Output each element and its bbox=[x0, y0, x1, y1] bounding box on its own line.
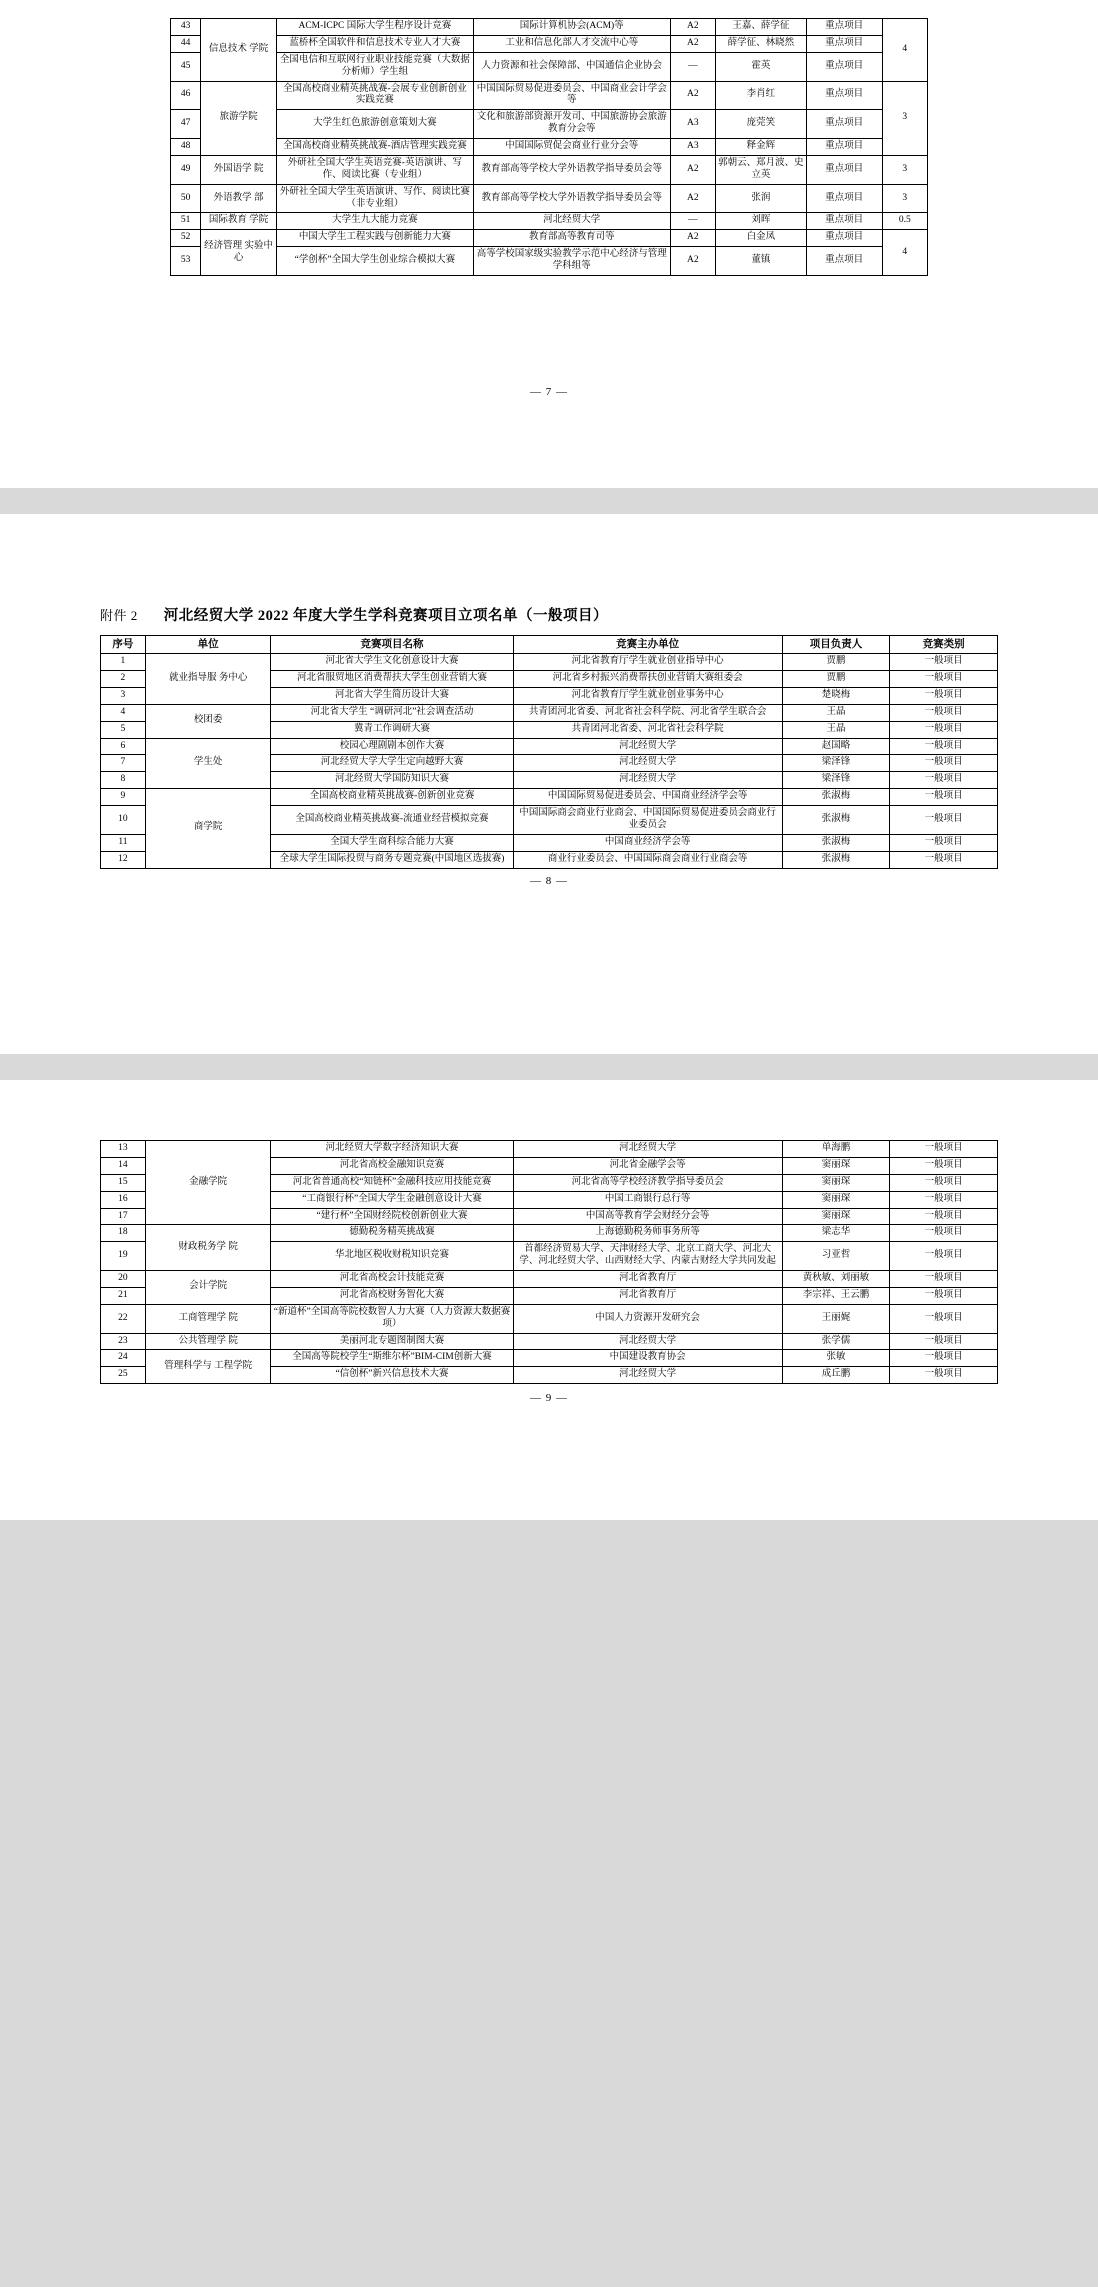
table-cell: 10 bbox=[101, 806, 146, 835]
table-cell: 单海鹏 bbox=[782, 1141, 890, 1158]
table-cell: 一般项目 bbox=[890, 772, 998, 789]
table-cell: 美丽河北专题图制图大赛 bbox=[271, 1333, 513, 1350]
table-cell: 一般项目 bbox=[890, 1287, 998, 1304]
table-cell: 河北省高校金融知识竞赛 bbox=[271, 1157, 513, 1174]
table-cell: 梁志华 bbox=[782, 1225, 890, 1242]
table-cell: 张淑梅 bbox=[782, 834, 890, 851]
table-cell: A2 bbox=[670, 230, 715, 247]
table-cell: 校团委 bbox=[145, 704, 271, 738]
table-cell: 河北经贸大学 bbox=[513, 1141, 782, 1158]
table-cell: 15 bbox=[101, 1174, 146, 1191]
table-cell: A2 bbox=[670, 19, 715, 36]
table-cell: 河北省教育厅 bbox=[513, 1271, 782, 1288]
table-cell: 窦丽琛 bbox=[782, 1191, 890, 1208]
table-cell: 薛学征、林晓然 bbox=[716, 35, 807, 52]
table-cell: 信息技术 学院 bbox=[201, 19, 277, 82]
table-cell: 12 bbox=[101, 851, 146, 868]
table-cell: 王晶 bbox=[782, 721, 890, 738]
table-row bbox=[171, 35, 928, 52]
table-row bbox=[171, 19, 928, 36]
table-cell: 河北省大学生简历设计大赛 bbox=[271, 687, 513, 704]
table-cell: “工商银行杯”全国大学生金融创意设计大赛 bbox=[271, 1191, 513, 1208]
table-cell: ACM-ICPC 国际大学生程序设计竞赛 bbox=[276, 19, 473, 36]
column-header: 项目负责人 bbox=[782, 636, 890, 654]
table-cell: 教育部高等学校大学外语教学指导委员会等 bbox=[473, 155, 670, 184]
table-cell: 贾鹏 bbox=[782, 654, 890, 671]
table-cell: 外语教学 部 bbox=[201, 184, 277, 213]
table-cell: 6 bbox=[101, 738, 146, 755]
table-cell: 德勤税务精英挑战赛 bbox=[271, 1225, 513, 1242]
table-cell: 一般项目 bbox=[890, 721, 998, 738]
table-cell: 一般项目 bbox=[890, 755, 998, 772]
table-cell: 25 bbox=[101, 1367, 146, 1384]
table-cell: 外研社全国大学生英语竞赛-英语演讲、写作、阅读比赛（专业组） bbox=[276, 155, 473, 184]
table-cell: 45 bbox=[171, 52, 201, 81]
table-cell: 国际教育 学院 bbox=[201, 213, 277, 230]
table-cell: 高等学校国家级实验教学示范中心经济与管理学科组等 bbox=[473, 247, 670, 276]
table-cell: 财政税务学 院 bbox=[145, 1225, 271, 1271]
document-page bbox=[0, 1080, 1098, 1520]
table-cell: 旅游学院 bbox=[201, 81, 277, 155]
document-page bbox=[0, 0, 1098, 488]
table-cell: 全球大学生国际投贸与商务专题竞赛(中国地区选拔赛) bbox=[271, 851, 513, 868]
table-cell: 会计学院 bbox=[145, 1271, 271, 1305]
table-cell: 4 bbox=[882, 230, 927, 276]
table-cell: 人力资源和社会保障部、中国通信企业协会 bbox=[473, 52, 670, 81]
table-cell: 中国建设教育协会 bbox=[513, 1350, 782, 1367]
table-cell: 0.5 bbox=[882, 213, 927, 230]
table-cell: 窦丽琛 bbox=[782, 1208, 890, 1225]
table-cell: 河北省服贸地区消费帮扶大学生创业营销大赛 bbox=[271, 671, 513, 688]
table-cell: 全国电信和互联网行业职业技能竞赛（大数据分析师）学生组 bbox=[276, 52, 473, 81]
table-cell: 13 bbox=[101, 1141, 146, 1158]
table-cell: 李宗祥、王云鹏 bbox=[782, 1287, 890, 1304]
table-row bbox=[101, 654, 998, 671]
table-cell: A2 bbox=[670, 81, 715, 110]
page-number: — 8 — bbox=[530, 874, 568, 887]
page-separator bbox=[0, 1054, 1098, 1080]
table-cell: 王晶 bbox=[782, 704, 890, 721]
table-cell: 49 bbox=[171, 155, 201, 184]
table-cell: 一般项目 bbox=[890, 806, 998, 835]
table-cell: 河北经贸大学 bbox=[513, 738, 782, 755]
table-row bbox=[171, 139, 928, 156]
table-cell: 4 bbox=[101, 704, 146, 721]
table-cell: 重点项目 bbox=[806, 35, 882, 52]
table-cell: 一般项目 bbox=[890, 1367, 998, 1384]
table-cell: 河北省教育厅学生就业创业事务中心 bbox=[513, 687, 782, 704]
table-cell: 重点项目 bbox=[806, 247, 882, 276]
table-cell: 一般项目 bbox=[890, 1304, 998, 1333]
table-cell: 外国语学 院 bbox=[201, 155, 277, 184]
table-cell: 3 bbox=[882, 184, 927, 213]
table-cell: 18 bbox=[101, 1225, 146, 1242]
table-cell: — bbox=[670, 52, 715, 81]
table-row bbox=[101, 738, 998, 755]
table-cell: 全国高校商业精英挑战赛-会展专业创新创业实践竞赛 bbox=[276, 81, 473, 110]
column-header: 序号 bbox=[101, 636, 146, 654]
table-cell: 重点项目 bbox=[806, 19, 882, 36]
table-cell: 河北省高校财务智化大赛 bbox=[271, 1287, 513, 1304]
table-cell: 51 bbox=[171, 213, 201, 230]
table-cell: 中国工商银行总行等 bbox=[513, 1191, 782, 1208]
table-cell: 郭朝云、郑月波、史立英 bbox=[716, 155, 807, 184]
table-row bbox=[171, 184, 928, 213]
table-cell: 重点项目 bbox=[806, 52, 882, 81]
table-cell: 霍英 bbox=[716, 52, 807, 81]
table-cell: 经济管理 实验中心 bbox=[201, 230, 277, 276]
table-cell: “学创杯”全国大学生创业综合模拟大赛 bbox=[276, 247, 473, 276]
table-cell: 52 bbox=[171, 230, 201, 247]
table-cell: A3 bbox=[670, 139, 715, 156]
table-cell: 全国高校商业精英挑战赛-酒店管理实践竞赛 bbox=[276, 139, 473, 156]
table-cell: 全国高等院校学生“斯维尔杯”BIM-CIM创新大赛 bbox=[271, 1350, 513, 1367]
table-cell: 全国大学生商科综合能力大赛 bbox=[271, 834, 513, 851]
table-cell: — bbox=[670, 213, 715, 230]
table-cell: 一般项目 bbox=[890, 1242, 998, 1271]
table-cell: 22 bbox=[101, 1304, 146, 1333]
table-cell: 中国商业经济学会等 bbox=[513, 834, 782, 851]
table-row bbox=[101, 1225, 998, 1242]
table-row bbox=[101, 1304, 998, 1333]
table-cell: 5 bbox=[101, 721, 146, 738]
table-cell: 2 bbox=[101, 671, 146, 688]
table-cell: 白金凤 bbox=[716, 230, 807, 247]
table-cell: 3 bbox=[882, 81, 927, 155]
column-header: 竞赛项目名称 bbox=[271, 636, 513, 654]
table-cell: 河北经贸大学 bbox=[513, 1367, 782, 1384]
table-cell: “新道杯”全国高等院校数智人力大赛（人力资源大数据赛项） bbox=[271, 1304, 513, 1333]
table-cell: 文化和旅游部资源开发司、中国旅游协会旅游教育分会等 bbox=[473, 110, 670, 139]
table-cell: 商学院 bbox=[145, 789, 271, 868]
table-cell: 重点项目 bbox=[806, 139, 882, 156]
table-cell: 17 bbox=[101, 1208, 146, 1225]
table-cell: 庞莞笑 bbox=[716, 110, 807, 139]
attachment-label: 附件 2 bbox=[100, 608, 138, 623]
table-cell: 蓝桥杯全国软件和信息技术专业人才大赛 bbox=[276, 35, 473, 52]
table-cell: 王丽娓 bbox=[782, 1304, 890, 1333]
table-cell: “信创杯”新兴信息技术大赛 bbox=[271, 1367, 513, 1384]
table-cell: A2 bbox=[670, 155, 715, 184]
table-cell: 管理科学与 工程学院 bbox=[145, 1350, 271, 1384]
table-cell: 外研社全国大学生英语演讲、写作、阅读比赛（非专业组） bbox=[276, 184, 473, 213]
table-cell: 河北经贸大学 bbox=[513, 1333, 782, 1350]
table-cell: 张敏 bbox=[782, 1350, 890, 1367]
table-row bbox=[101, 789, 998, 806]
table-cell: 重点项目 bbox=[806, 81, 882, 110]
table-cell: 张淑梅 bbox=[782, 789, 890, 806]
table-cell: A3 bbox=[670, 110, 715, 139]
table-cell: 上海德勤税务师事务所等 bbox=[513, 1225, 782, 1242]
table-cell: 梁泽锋 bbox=[782, 772, 890, 789]
table-cell: 中国国际贸易促进委员会、中国商业会计学会等 bbox=[473, 81, 670, 110]
table-cell: 23 bbox=[101, 1333, 146, 1350]
table-cell: 河北省高校会计技能竞赛 bbox=[271, 1271, 513, 1288]
table-cell: 河北经贸大学 bbox=[513, 755, 782, 772]
table-cell: A2 bbox=[670, 184, 715, 213]
table-cell: 一般项目 bbox=[890, 1333, 998, 1350]
table-cell: 贾鹏 bbox=[782, 671, 890, 688]
table-cell: 商业行业委员会、中国国际商会商业行业商会等 bbox=[513, 851, 782, 868]
table-cell: A2 bbox=[670, 247, 715, 276]
table-cell: 习亚哲 bbox=[782, 1242, 890, 1271]
table-cell: 一般项目 bbox=[890, 1225, 998, 1242]
table-cell: 4 bbox=[882, 19, 927, 82]
table-cell: 校园心理剧剧本创作大赛 bbox=[271, 738, 513, 755]
table-cell: 河北省高等学校经济教学指导委员会 bbox=[513, 1174, 782, 1191]
table-cell: 一般项目 bbox=[890, 738, 998, 755]
table-cell: 河北经贸大学 bbox=[473, 213, 670, 230]
table-cell: 共青团河北省委、河北省社会科学院、河北省学生联合会 bbox=[513, 704, 782, 721]
table-row bbox=[171, 155, 928, 184]
table-cell: 一般项目 bbox=[890, 1350, 998, 1367]
table-row bbox=[101, 1271, 998, 1288]
table-cell: 中国高等教育学会财经分会等 bbox=[513, 1208, 782, 1225]
table-row bbox=[101, 1333, 998, 1350]
table-cell: 中国人力资源开发研究会 bbox=[513, 1304, 782, 1333]
table-cell: 16 bbox=[101, 1191, 146, 1208]
table-cell: 1 bbox=[101, 654, 146, 671]
page-title bbox=[100, 604, 998, 625]
page-number: — 9 — bbox=[530, 1392, 568, 1405]
page-separator bbox=[0, 488, 1098, 514]
column-header: 竞赛类别 bbox=[890, 636, 998, 654]
data-table bbox=[100, 1140, 998, 1384]
table-cell: 河北省金融学会等 bbox=[513, 1157, 782, 1174]
table-cell: 一般项目 bbox=[890, 1191, 998, 1208]
table-cell: 大学生红色旅游创意策划大赛 bbox=[276, 110, 473, 139]
table-cell: 一般项目 bbox=[890, 671, 998, 688]
table-header-row bbox=[101, 636, 998, 654]
table-cell: 成丘鹏 bbox=[782, 1367, 890, 1384]
table-cell: 重点项目 bbox=[806, 184, 882, 213]
table-cell: 学生处 bbox=[145, 738, 271, 789]
table-cell: 河北省普通高校“知链杯”金融科技应用技能竞赛 bbox=[271, 1174, 513, 1191]
table-cell: 53 bbox=[171, 247, 201, 276]
table-cell: 中国国际贸易促进委员会、中国商业经济学会等 bbox=[513, 789, 782, 806]
table-cell: 3 bbox=[101, 687, 146, 704]
table-cell: 张学儒 bbox=[782, 1333, 890, 1350]
table-row bbox=[171, 247, 928, 276]
table-cell: 公共管理学 院 bbox=[145, 1333, 271, 1350]
table-cell: 中国大学生工程实践与创新能力大赛 bbox=[276, 230, 473, 247]
table-cell: 24 bbox=[101, 1350, 146, 1367]
table-cell: 3 bbox=[882, 155, 927, 184]
column-header: 竞赛主办单位 bbox=[513, 636, 782, 654]
table-cell: “建行杯”全国财经院校创新创业大赛 bbox=[271, 1208, 513, 1225]
table-cell: 河北经贸大学数字经济知识大赛 bbox=[271, 1141, 513, 1158]
table-cell: 中国国际商会商业行业商会、中国国际贸易促进委员会商业行业委员会 bbox=[513, 806, 782, 835]
table-cell: 21 bbox=[101, 1287, 146, 1304]
table-cell: 共青团河北省委、河北省社会科学院 bbox=[513, 721, 782, 738]
table-cell: 重点项目 bbox=[806, 230, 882, 247]
table-cell: 李肖红 bbox=[716, 81, 807, 110]
data-table bbox=[170, 18, 928, 276]
table-cell: 一般项目 bbox=[890, 687, 998, 704]
table-cell: 河北经贸大学大学生定向越野大赛 bbox=[271, 755, 513, 772]
table-row bbox=[171, 213, 928, 230]
table-row bbox=[171, 230, 928, 247]
table-cell: 一般项目 bbox=[890, 704, 998, 721]
table-row bbox=[171, 81, 928, 110]
table-cell: 48 bbox=[171, 139, 201, 156]
table-cell: 教育部高等学校大学外语教学指导委员会等 bbox=[473, 184, 670, 213]
table-cell: 9 bbox=[101, 789, 146, 806]
table-cell: 刘晖 bbox=[716, 213, 807, 230]
table-cell: 赵国略 bbox=[782, 738, 890, 755]
table-cell: 张润 bbox=[716, 184, 807, 213]
table-row bbox=[171, 110, 928, 139]
table-cell: 河北省大学生 “调研河北”社会调查活动 bbox=[271, 704, 513, 721]
table-cell: 44 bbox=[171, 35, 201, 52]
table-cell: 11 bbox=[101, 834, 146, 851]
table-cell: 工商管理学 院 bbox=[145, 1304, 271, 1333]
table-cell: 河北省教育厅学生就业创业指导中心 bbox=[513, 654, 782, 671]
table-cell: 窦丽琛 bbox=[782, 1157, 890, 1174]
table-cell: 20 bbox=[101, 1271, 146, 1288]
table-cell: 全国高校商业精英挑战赛-流通业经营模拟竞赛 bbox=[271, 806, 513, 835]
table-cell: 14 bbox=[101, 1157, 146, 1174]
table-cell: 张淑梅 bbox=[782, 806, 890, 835]
page-number: — 7 — bbox=[530, 385, 568, 398]
table-cell: 47 bbox=[171, 110, 201, 139]
table-cell: 窦丽琛 bbox=[782, 1174, 890, 1191]
table-row bbox=[101, 704, 998, 721]
table-row bbox=[171, 52, 928, 81]
table-cell: 华北地区税收财税知识竞赛 bbox=[271, 1242, 513, 1271]
table-cell: 河北省大学生文化创意设计大赛 bbox=[271, 654, 513, 671]
table-row bbox=[101, 1141, 998, 1158]
table-cell: 一般项目 bbox=[890, 851, 998, 868]
table-cell: 黄秋敏、刘丽敏 bbox=[782, 1271, 890, 1288]
title-text: 河北经贸大学 2022 年度大学生学科竞赛项目立项名单（一般项目） bbox=[163, 608, 609, 624]
table-cell: 一般项目 bbox=[890, 1174, 998, 1191]
table-cell: 河北经贸大学国防知识大赛 bbox=[271, 772, 513, 789]
table-cell: 金融学院 bbox=[145, 1141, 271, 1225]
table-cell: 梁泽锋 bbox=[782, 755, 890, 772]
table-cell: 19 bbox=[101, 1242, 146, 1271]
table-cell: 重点项目 bbox=[806, 110, 882, 139]
document-page bbox=[0, 514, 1098, 1054]
table-cell: 7 bbox=[101, 755, 146, 772]
table-cell: 楚晓梅 bbox=[782, 687, 890, 704]
table-cell: 一般项目 bbox=[890, 789, 998, 806]
table-cell: 董镇 bbox=[716, 247, 807, 276]
table-cell: 8 bbox=[101, 772, 146, 789]
table-cell: 一般项目 bbox=[890, 1157, 998, 1174]
table-cell: A2 bbox=[670, 35, 715, 52]
table-cell: 河北省教育厅 bbox=[513, 1287, 782, 1304]
table-cell: 王嘉、薛学征 bbox=[716, 19, 807, 36]
table-cell: 首都经济贸易大学、天津财经大学、北京工商大学、河北大学、河北经贸大学、山西财经大学、内蒙古财经大学共同发起 bbox=[513, 1242, 782, 1271]
table-cell: 一般项目 bbox=[890, 1141, 998, 1158]
table-cell: 国际计算机协会(ACM)等 bbox=[473, 19, 670, 36]
table-cell: 43 bbox=[171, 19, 201, 36]
table-cell: 46 bbox=[171, 81, 201, 110]
table-cell: 冀青工作调研大赛 bbox=[271, 721, 513, 738]
data-table bbox=[100, 635, 998, 869]
table-cell: 工业和信息化部人才交流中心等 bbox=[473, 35, 670, 52]
table-cell: 就业指导服 务中心 bbox=[145, 654, 271, 705]
table-cell: 释金辉 bbox=[716, 139, 807, 156]
table-cell: 一般项目 bbox=[890, 1271, 998, 1288]
table-cell: 教育部高等教育司等 bbox=[473, 230, 670, 247]
table-cell: 中国国际贸促会商业行业分会等 bbox=[473, 139, 670, 156]
table-cell: 张淑梅 bbox=[782, 851, 890, 868]
table-cell: 一般项目 bbox=[890, 654, 998, 671]
table-cell: 河北省乡村振兴消费帮扶创业营销大赛组委会 bbox=[513, 671, 782, 688]
table-cell: 50 bbox=[171, 184, 201, 213]
table-cell: 一般项目 bbox=[890, 834, 998, 851]
column-header: 单位 bbox=[145, 636, 271, 654]
table-cell: 大学生九大能力竞赛 bbox=[276, 213, 473, 230]
table-cell: 全国高校商业精英挑战赛-创新创业竞赛 bbox=[271, 789, 513, 806]
table-row bbox=[101, 1350, 998, 1367]
table-cell: 一般项目 bbox=[890, 1208, 998, 1225]
table-cell: 重点项目 bbox=[806, 213, 882, 230]
table-cell: 河北经贸大学 bbox=[513, 772, 782, 789]
table-cell: 重点项目 bbox=[806, 155, 882, 184]
